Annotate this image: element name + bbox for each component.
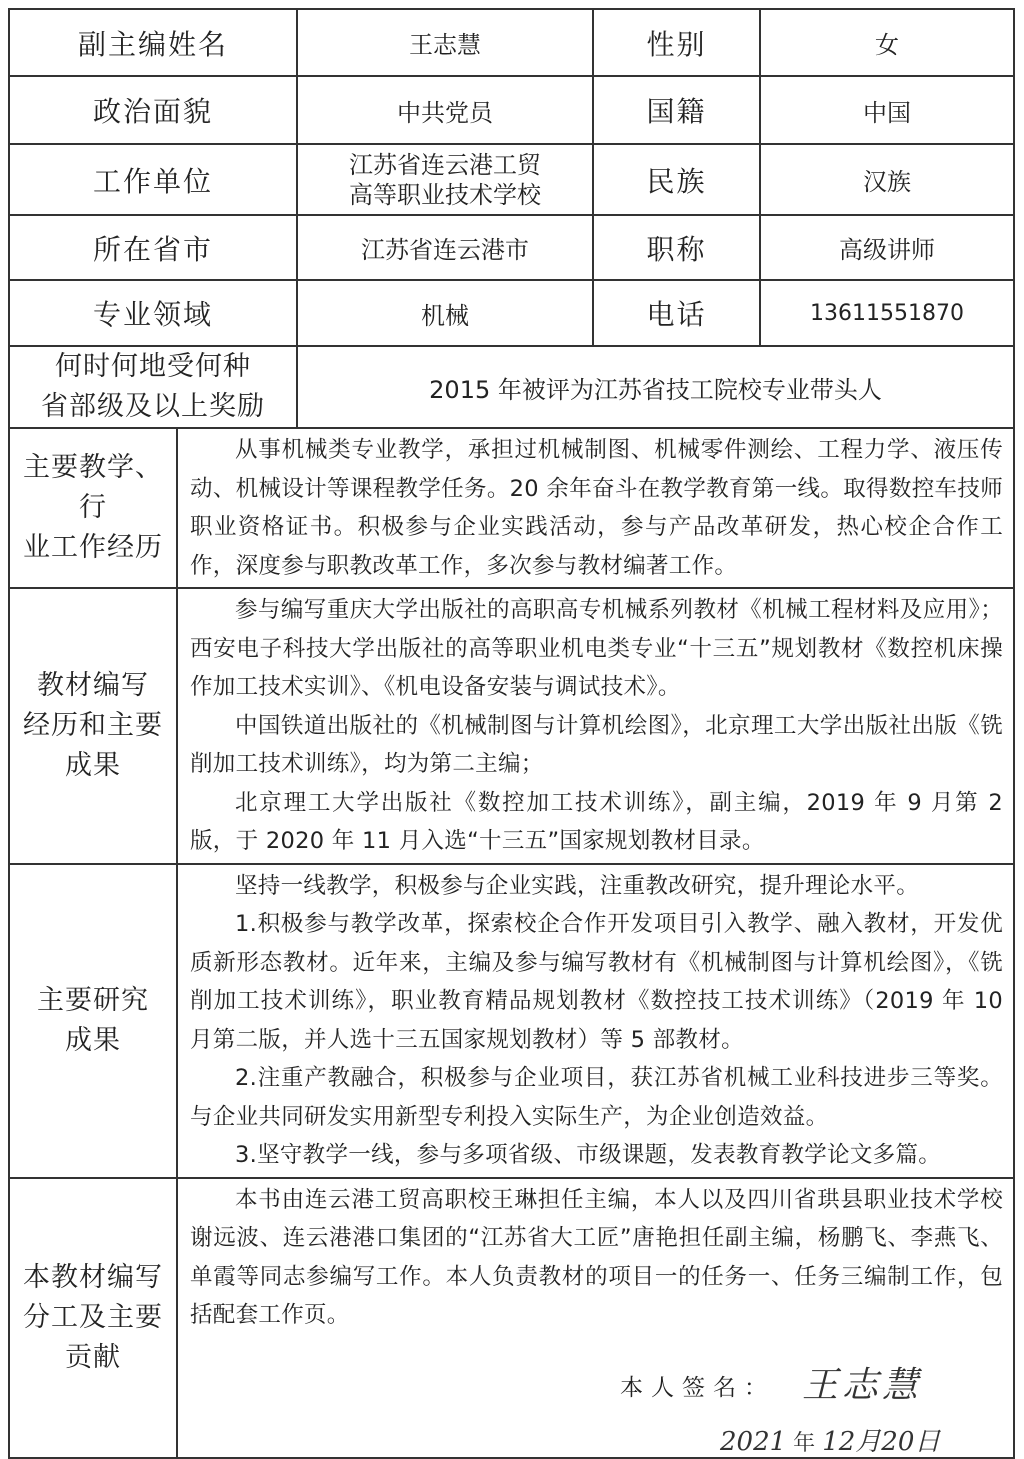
label-contribution-line2: 分工及主要 <box>23 1301 163 1333</box>
research-paragraph: 2.注重产教融合，积极参与企业项目，获江苏省机械工业科技进步三等奖。与企业共同研发实用新型专利投入实际生产，为企业创造效益。 <box>190 1065 1004 1130</box>
label-research-line2: 成果 <box>65 1024 121 1056</box>
label-politics: 政治面貌 <box>9 76 297 144</box>
label-research-line1: 主要研究 <box>37 984 149 1016</box>
signature-block <box>190 1335 1003 1455</box>
label-contribution <box>9 1178 177 1458</box>
label-name: 副主编姓名 <box>9 9 297 76</box>
value-field: 机械 <box>297 280 593 346</box>
label-textbooks-line1: 教材编写 <box>37 669 149 701</box>
row-politics <box>9 76 1014 144</box>
value-politics: 中共党员 <box>297 76 593 144</box>
row-awards <box>9 346 1014 428</box>
label-province: 所在省市 <box>9 215 297 280</box>
label-textbooks-line2: 经历和主要 <box>23 709 163 741</box>
value-awards: 2015 年被评为江苏省技工院校专业带头人 <box>297 346 1014 428</box>
row-experience <box>9 428 1014 588</box>
row-field <box>9 280 1014 346</box>
content-research <box>177 864 1014 1178</box>
label-experience <box>9 428 177 588</box>
row-contribution <box>9 1178 1014 1458</box>
row-textbooks <box>9 588 1014 864</box>
value-nationality: 中国 <box>760 76 1014 144</box>
value-phone: 13611551870 <box>760 280 1014 346</box>
label-contribution-line1: 本教材编写 <box>23 1261 163 1293</box>
value-workplace <box>297 144 593 215</box>
label-experience-line2: 业工作经历 <box>23 532 163 563</box>
research-paragraph: 坚持一线教学，积极参与企业实践，注重教改研究，提升理论水平。 <box>235 872 920 899</box>
label-awards <box>9 346 297 428</box>
label-ethnicity: 民族 <box>593 144 760 215</box>
label-awards-line1: 何时何地受何种 <box>55 351 251 382</box>
content-contribution <box>177 1178 1014 1458</box>
textbooks-paragraph: 参与编写重庆大学出版社的高职高专机械系列教材《机械工程材料及应用》；西安电子科技大学出版社的高等职业机电类专业“十三五”规划教材《数控机床操作加工技术实训》、《机电设备安装与调试技术》。 <box>190 597 1004 700</box>
date-year: 2021 <box>720 1426 787 1457</box>
label-gender: 性别 <box>593 9 760 76</box>
row-province <box>9 215 1014 280</box>
value-workplace-line1: 江苏省连云港工贸 <box>349 150 542 179</box>
date-year-char: 年 <box>793 1430 816 1456</box>
textbooks-paragraph: 中国铁道出版社的《机械制图与计算机绘图》，北京理工大学出版社出版《铣削加工技术训练》，均为第二主编； <box>190 712 1004 777</box>
research-paragraph: 1.积极参与教学改革，探索校企合作开发项目引入教学、融入教材，开发优质新形态教材。近年来，主编及参与编写教材有《机械制图与计算机绘图》，《铣削加工技术训练》，职业教育精品规划教材《数控技工技术训练》（2019 年 10 月第二版，并人选十三五国家规划教材）等 5 部教材。 <box>190 911 1004 1053</box>
label-textbooks <box>9 588 177 864</box>
label-contribution-line3: 贡献 <box>65 1341 121 1373</box>
textbooks-paragraph: 北京理工大学出版社《数控加工技术训练》，副主编，2019 年 9 月第 2 版，于 2020 年 11 月入选“十三五”国家规划教材目录。 <box>190 789 1004 854</box>
handwritten-signature: 王志慧 <box>802 1364 923 1406</box>
experience-paragraph: 从事机械类专业教学，承担过机械制图、机械零件测绘、工程力学、液压传动、机械设计等课程教学任务。20 余年奋斗在教学教育第一线。取得数控车技师职业资格证书。积极参与企业实践活动，参与产品改革研发，热心校企合作工作，深度参与职教改革工作，多次参与教材编著工作。 <box>190 437 1004 579</box>
label-research <box>9 864 177 1178</box>
contribution-paragraph: 本书由连云港工贸高职校王琳担任主编，本人以及四川省珙县职业技术学校谢远波、连云港港口集团的“江苏省大工匠”唐艳担任副主编，杨鹏飞、李燕飞、单霞等同志参编写工作。本人负责教材的项目一的任务一、任务三编制工作，包括配套工作页。 <box>190 1186 1004 1328</box>
date-month-day: 12月20日 <box>822 1426 941 1457</box>
row-research <box>9 864 1014 1178</box>
row-workplace <box>9 144 1014 215</box>
value-name: 王志慧 <box>297 9 593 76</box>
value-gender: 女 <box>760 9 1014 76</box>
info-form-table <box>8 8 1015 1459</box>
label-experience-line1: 主要教学、行 <box>23 452 163 523</box>
label-nationality: 国籍 <box>593 76 760 144</box>
signature-date <box>720 1421 940 1458</box>
content-experience <box>177 428 1014 588</box>
value-ethnicity: 汉族 <box>760 144 1014 215</box>
label-phone: 电话 <box>593 280 760 346</box>
label-awards-line2: 省部级及以上奖励 <box>41 391 265 422</box>
research-paragraph: 3.坚守教学一线，参与多项省级、市级课题，发表教育教学论文多篇。 <box>235 1142 942 1168</box>
label-field: 专业领域 <box>9 280 297 346</box>
row-name <box>9 9 1014 76</box>
label-title: 职称 <box>593 215 760 280</box>
value-province: 江苏省连云港市 <box>297 215 593 280</box>
signature-label: 本人签名： <box>620 1374 775 1401</box>
content-textbooks <box>177 588 1014 864</box>
label-workplace: 工作单位 <box>9 144 297 215</box>
label-textbooks-line3: 成果 <box>65 749 121 781</box>
value-title: 高级讲师 <box>760 215 1014 280</box>
value-workplace-line2: 高等职业技术学校 <box>349 180 542 209</box>
